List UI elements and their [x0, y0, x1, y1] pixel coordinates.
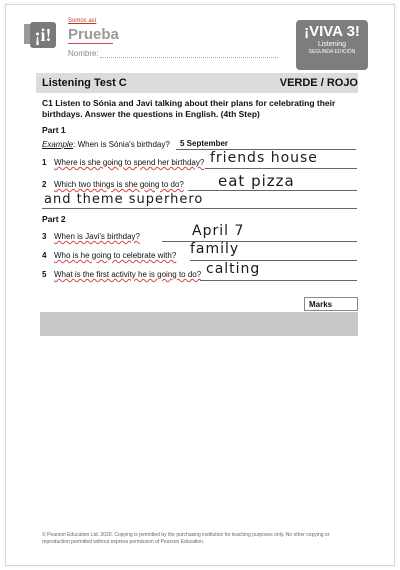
question-number: 2 — [42, 180, 47, 189]
question-number: 1 — [42, 158, 47, 167]
part1-heading: Part 1 — [42, 125, 66, 135]
level-label: VERDE / ROJO — [279, 77, 358, 89]
question-number: 5 — [42, 270, 47, 279]
prueba-title: Prueba — [68, 26, 119, 43]
question-text: When is Javi's birthday? — [54, 232, 141, 241]
answer-2b-line[interactable] — [42, 208, 357, 209]
question-3 — [42, 232, 140, 241]
question-text: Which two things is she going to do? — [54, 180, 184, 189]
brand-edition: SEGUNDA EDICIÓN — [308, 49, 356, 55]
somos-label: Somos así — [68, 18, 97, 24]
nombre-field[interactable] — [100, 57, 278, 58]
copyright-footer: © Pearson Education Ltd. 2020. Copying is permitted by the purchasing institution for teaching purposes only. No other copying or reproduction permitted without express permission of Pearson Education. — [42, 532, 330, 545]
question-2 — [42, 180, 184, 189]
answer-3-handwriting: April 7 — [192, 223, 245, 239]
question-text: What is the first activity he is going to do? — [54, 270, 202, 279]
question-4 — [42, 251, 176, 260]
answer-1-line[interactable] — [205, 168, 357, 169]
brand-title: ¡VIVA 3! — [304, 23, 360, 40]
nombre-label: Nombre: — [68, 49, 99, 58]
answer-5-line[interactable] — [200, 280, 357, 281]
answer-5-handwriting: calting — [206, 261, 261, 277]
brand-subtitle: Listening — [317, 41, 347, 48]
example-label: Example — [42, 140, 74, 149]
question-1 — [42, 158, 204, 167]
marks-box[interactable]: Marks — [304, 297, 358, 311]
example-question: Example: When is Sónia's birthday? — [42, 140, 170, 149]
answer-2b-handwriting: and theme superhero — [44, 192, 204, 207]
question-number: 4 — [42, 251, 47, 260]
question-5 — [42, 270, 201, 279]
prueba-underline — [68, 43, 113, 44]
question-number: 3 — [42, 232, 47, 241]
question-text: Where is she going to spend her birthday? — [54, 158, 205, 167]
marks-bar — [40, 312, 358, 336]
viva-brand-logo — [296, 20, 368, 70]
question-text: Who is he going to celebrate with? — [54, 251, 177, 260]
example-question-text: When is Sónia's birthday? — [77, 140, 170, 149]
test-title: Listening Test C — [42, 77, 127, 89]
logo-icon: ¡i! — [30, 22, 56, 48]
part2-heading: Part 2 — [42, 214, 66, 224]
answer-4-handwriting: family — [190, 241, 240, 257]
answer-1-handwriting: friends house — [210, 150, 318, 166]
answer-2-line[interactable] — [188, 190, 357, 191]
example-answer: 5 September — [180, 139, 229, 148]
instructions: C1 Listen to Sónia and Javi talking about their plans for celebrating their birthdays. Answer the questions in English. (4th Step) — [42, 98, 336, 119]
answer-2-handwriting: eat pizza — [218, 172, 295, 190]
